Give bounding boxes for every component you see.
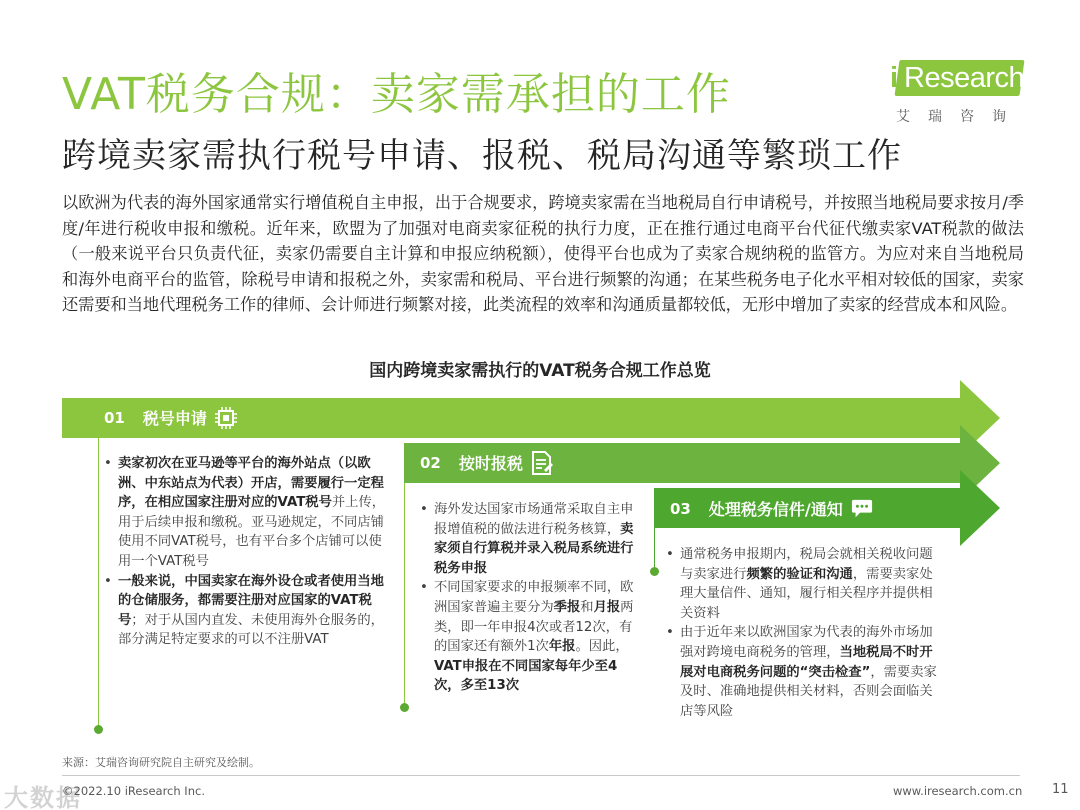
- step-1-dot: [94, 725, 103, 734]
- step-1-label: 税号申请: [142, 409, 207, 428]
- logo-chinese: 艾瑞咨询: [896, 109, 1024, 125]
- bullet-text: 年报: [548, 639, 576, 655]
- step-3-number: 03: [670, 499, 691, 518]
- bullet-text: 卖家须自行算税并录入税局系统进行税务申报: [434, 521, 634, 576]
- logo-i: i: [890, 62, 898, 94]
- watermark: 大数据: [4, 784, 82, 810]
- bullet-text: 通常税务申报期内，税局会就相关税收问题与卖家进行: [680, 547, 933, 582]
- bullet-text: VAT申报在不同国家每年少至4次，多至13次: [434, 658, 618, 694]
- bullet-text: ；对于从国内直发、未使用海外仓服务的，部分满足特定要求的可以不注册VAT: [118, 612, 384, 648]
- step-3-bullet: [666, 545, 942, 623]
- document-icon: [531, 452, 553, 474]
- bullet-text: 不同国家要求的申报频率不同，欧洲国家普遍主要分为: [434, 580, 634, 615]
- bullet-text: ，需要卖家及时、准确地提供相关材料，否则会面临关店等风险: [680, 664, 937, 719]
- footer-divider: [62, 775, 1020, 776]
- step-3-label: 处理税务信件/通知: [708, 500, 843, 519]
- step-2-header: [420, 451, 553, 474]
- bullet-text: 。因此，: [575, 639, 629, 655]
- step-1-bullets: [104, 454, 390, 650]
- bullet-text: 一般来说，中国卖家在海外设仓或者使用当地的仓储服务，都需要注册对应国家的VAT税号: [118, 573, 384, 628]
- bullet-text: 卖家初次在亚马逊等平台的海外站点（以欧洲、中东站点为代表）开店，需要履行一定程序，在相应国家注册对应的VAT税号: [118, 456, 384, 511]
- bullet-text: 月报: [593, 599, 621, 615]
- bullet-text: 频繁的验证和沟通: [746, 566, 853, 582]
- step-3-bullet: [666, 623, 942, 721]
- intro-paragraph: 以欧洲为代表的海外国家通常实行增值税自主申报，出于合规要求，跨境卖家需在当地税局自行申请税号，并按照当地税局要求按月/季度/年进行税收申报和缴税。近年来，欧盟为了加强对电商卖家征税的执行力度，正在推行通过电商平台代征代缴卖家VAT税款的做法（一般来说平台只负责代征，卖家仍需要自主计算和申报应纳税额），使得平台也成为了卖家合规纳税的监管方。为应对来自当地税局和海外电商平台的监管，除税号申请和报税之外，卖家需和税局、平台进行频繁的沟通；在某些税务电子化水平相对较低的国家，卖家还需要和当地代理税务工作的律师、会计师进行频繁对接，此类流程的效率和沟通质量都较低，无形中增加了卖家的经营成本和风险。: [62, 193, 1024, 315]
- step-2-label: 按时报税: [458, 454, 523, 473]
- step-1-header: [104, 406, 237, 429]
- step-2-bullet: [420, 578, 642, 696]
- iresearch-logo: [892, 60, 1032, 128]
- step-3-dot: [650, 567, 659, 576]
- page-number: 11: [1052, 782, 1069, 797]
- bullet-text: 和: [580, 599, 594, 615]
- step-3-bullets: [666, 545, 942, 721]
- step-3-header: [670, 497, 873, 520]
- bullet-text: 当地税局不时开展对电商税务问题的“突击检查”: [680, 644, 933, 680]
- logo-word: Research: [904, 62, 1025, 94]
- step-2-dot: [400, 703, 409, 712]
- bullet-text: 海外发达国家市场通常采取自主申报增值税的做法进行税务核算，: [434, 502, 634, 537]
- step-2-bullet: [420, 500, 642, 578]
- step-2-number: 02: [420, 453, 441, 472]
- overview-title: 国内跨境卖家需执行的VAT税务合规工作总览: [369, 361, 711, 381]
- bullet-text: 两类，即一年申报4次或者12次，有的国家还有额外1次: [434, 599, 634, 655]
- bullet-text: 由于近年来以欧洲国家为代表的海外市场加强对跨境电商税务的管理，: [680, 625, 933, 660]
- website-link[interactable]: www.iresearch.com.cn: [893, 784, 1023, 798]
- chat-icon: [851, 498, 873, 520]
- step-2-bullets: [420, 500, 642, 696]
- step-1-number: 01: [104, 408, 125, 427]
- chip-icon: [215, 407, 237, 429]
- bullet-text: 并上传，用于后续申报和缴税。亚马逊规定，不同店铺使用不同VAT税号，也有平台多个店铺可以使用一个VAT税号: [118, 495, 386, 569]
- page-title: VAT税务合规：卖家需承担的工作: [62, 69, 731, 120]
- step-1-bullet: [104, 572, 390, 650]
- page-subtitle: 跨境卖家需执行税号申请、报税、税局沟通等繁琐工作: [62, 136, 902, 176]
- bullet-text: ，需要卖家处理大量信件、通知，履行相关程序并提供相关资料: [680, 566, 933, 621]
- step-1-bullet: [104, 454, 390, 572]
- bullet-text: 季报: [553, 599, 581, 615]
- copyright: ©2022.10 iResearch Inc.: [62, 784, 205, 798]
- source-note: 来源：艾瑞咨询研究院自主研究及绘制。: [62, 756, 260, 769]
